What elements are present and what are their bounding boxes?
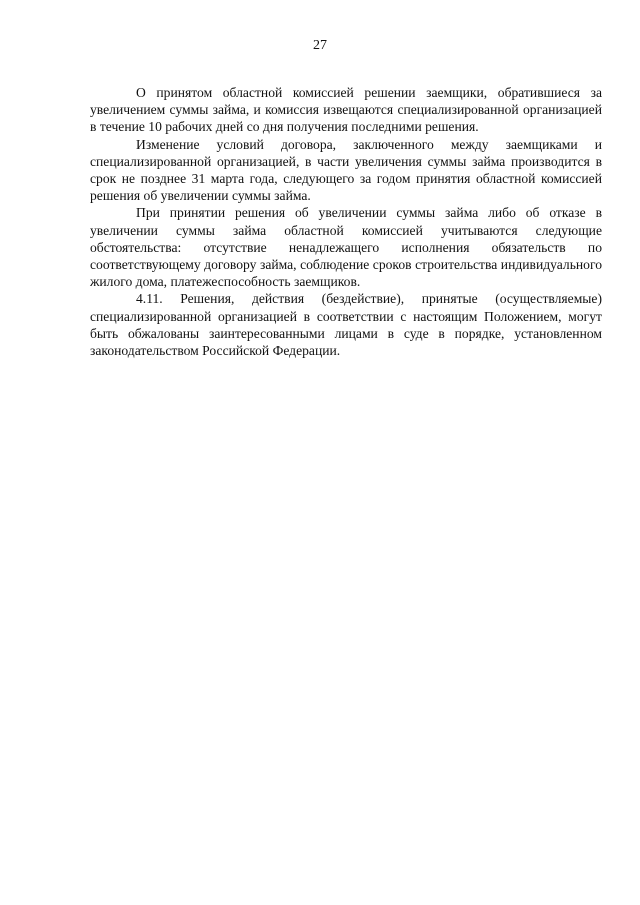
paragraph-contract-amendment: Изменение условий договора, заключенного между заемщиками и специализированной организацией, в части увеличения суммы займа производится в срок не позднее 31 марта года, следующего за годом принятия областной комиссией решения об увеличении суммы займа. [90, 136, 602, 204]
page-number: 27 [313, 38, 327, 53]
document-body [90, 84, 602, 359]
paragraph-notification-of-decision: О принятом областной комиссией решении заемщики, обратившиеся за увеличением суммы займа, и комиссия извещаются специализированной организацией в течение 10 рабочих дней со дня получения последними решения. [90, 85, 602, 135]
paragraph-appeal-section-4-11: 4.11. Решения, действия (бездействие), принятые (осуществляемые) специализированной организацией в соответствии с настоящим Положением, могут быть обжалованы заинтересованными лицами в суде в порядке, установленном законодательством Российской Федерации. [90, 291, 602, 359]
paragraph-decision-criteria: При принятии решения об увеличении суммы займа либо об отказе в увеличении суммы займа областной комиссией учитываются следующие обстоятельства: отсутствие ненадлежащего исполнения обязательств по соответствующему договору займа, соблюдение сроков строительства индивидуального жилого дома, платежеспособность заемщиков. [90, 205, 602, 290]
